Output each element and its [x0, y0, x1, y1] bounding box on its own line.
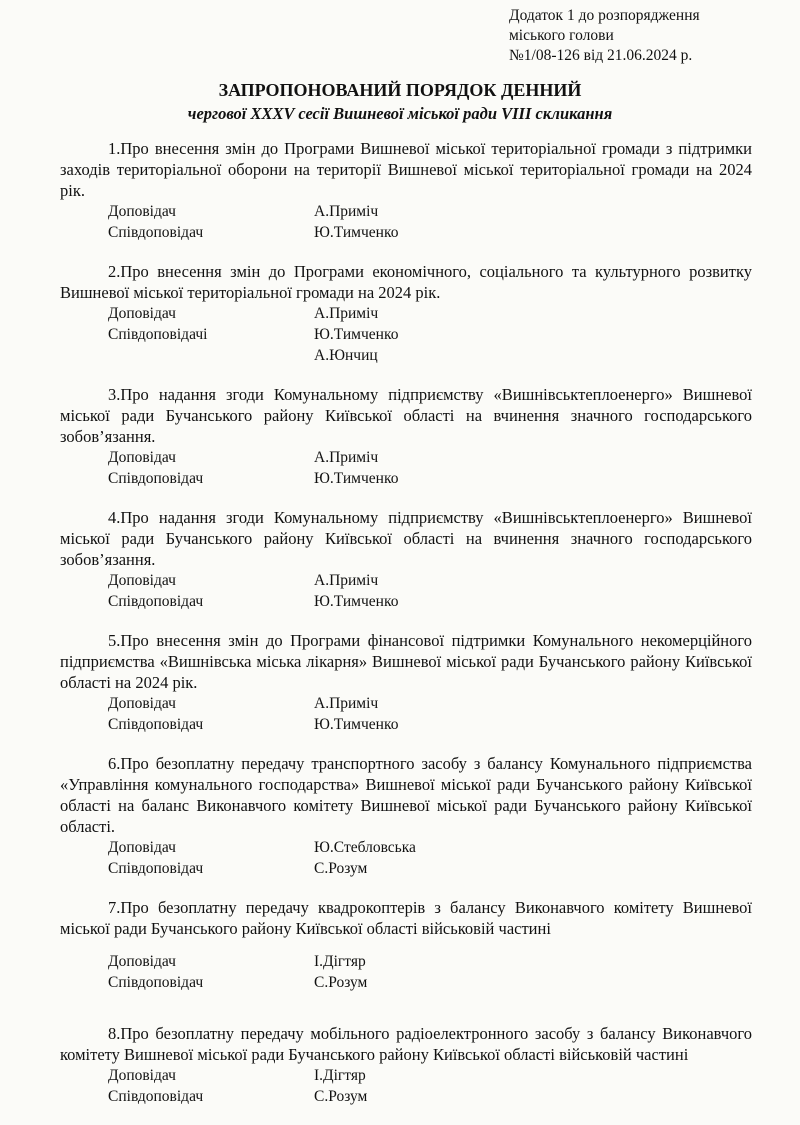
speaker-role: Доповідач [108, 203, 176, 220]
speaker-row [60, 303, 752, 324]
speaker-name: А.Юнчиц [314, 347, 378, 364]
speaker-role: Доповідач [108, 839, 176, 856]
speaker-role: Доповідач [108, 305, 176, 322]
speaker-role: Співдоповідач [108, 593, 204, 610]
agenda-item [60, 897, 752, 1005]
speaker-name: Ю.Стебловська [314, 839, 416, 856]
blank-gap [60, 993, 752, 1005]
speaker-role: Доповідач [108, 695, 176, 712]
speaker-role: Доповідач [108, 449, 176, 466]
agenda-item-text: 4.Про надання згоди Комунальному підприємству «Вишнівськтеплоенерго» Вишневої міської ради Бучанського району Київської області на вчинення значного господарського зобов’язання. [60, 508, 752, 569]
agenda-item [60, 507, 752, 612]
speaker-name: Ю.Тимченко [314, 326, 399, 343]
agenda-item-text: 5.Про внесення змін до Програми фінансової підтримки Комунального некомерційного підприємства «Вишнівська міська лікарня» Вишневої міської ради Бучанського району Київської області на 2024 рік. [60, 631, 752, 692]
speaker-role [60, 345, 314, 366]
speaker-row [60, 201, 752, 222]
speaker-row [60, 951, 752, 972]
speaker-name: А.Приміч [314, 203, 379, 220]
speaker-role: Співдоповідачі [108, 326, 208, 343]
agenda-item-text: 2.Про внесення змін до Програми економічного, соціального та культурного розвитку Вишневої міської територіальної громади на 2024 рік. [60, 262, 752, 302]
speaker-row [60, 1065, 752, 1086]
annex-line-1: Додаток 1 до розпорядження [509, 7, 700, 24]
blank-gap [60, 939, 752, 951]
speaker-name: Ю.Тимченко [314, 470, 399, 487]
speaker-row [60, 591, 752, 612]
annex-line-3: №1/08-126 від 21.06.2024 р. [509, 47, 693, 64]
speaker-row [60, 345, 752, 366]
speaker-role: Співдоповідач [108, 224, 204, 241]
speaker-role: Доповідач [108, 572, 176, 589]
annex-block [509, 6, 789, 66]
agenda-item [60, 261, 752, 366]
agenda-item-text: 1.Про внесення змін до Програми Вишневої міської територіальної громади з підтримки заходів територіальної оборони на території Вишневої міської територіальної громади на 2024 рік. [60, 139, 752, 200]
agenda-item [60, 384, 752, 489]
speaker-name: Ю.Тимченко [314, 593, 399, 610]
speaker-name: Ю.Тимченко [314, 716, 399, 733]
speaker-name: С.Розум [314, 1088, 368, 1105]
speaker-role: Доповідач [108, 1067, 176, 1084]
speaker-row [60, 714, 752, 735]
agenda-item [60, 138, 752, 243]
annex-line-2: міського голови [509, 27, 614, 44]
speaker-row [60, 468, 752, 489]
speaker-role: Співдоповідач [108, 1088, 204, 1105]
speaker-name: А.Приміч [314, 305, 379, 322]
agenda-item [60, 630, 752, 735]
speaker-row [60, 858, 752, 879]
agenda-item [60, 1023, 752, 1107]
agenda-item-text: 7.Про безоплатну передачу квадрокоптерів з балансу Виконавчого комітету Вишневої міської ради Бучанського району Київської області військовій частині [60, 898, 752, 938]
speaker-name: А.Приміч [314, 695, 379, 712]
speaker-role: Співдоповідач [108, 974, 204, 991]
speaker-name: І.Дігтяр [314, 953, 366, 970]
agenda-item-text: 8.Про безоплатну передачу мобільного радіоелектронного засобу з балансу Виконавчого комітету Вишневої міської ради Бучанського району Київської області військовій частині [60, 1024, 752, 1064]
speaker-row [60, 447, 752, 468]
document-title: ЗАПРОПОНОВАНИЙ ПОРЯДОК ДЕННИЙ [218, 80, 582, 100]
speaker-row [60, 1086, 752, 1107]
speaker-role: Співдоповідач [108, 860, 204, 877]
speaker-role: Співдоповідач [108, 716, 204, 733]
speaker-name: І.Дігтяр [314, 1067, 366, 1084]
document-subtitle: чергової XXXV сесії Вишневої міської ради VIII скликання [187, 104, 613, 123]
speaker-name: Ю.Тимченко [314, 224, 399, 241]
agenda-item-text: 6.Про безоплатну передачу транспортного засобу з балансу Комунального підприємства «Управління комунального господарства» Вишневої міської ради Бучанського району Київської області на баланс Виконавчого комітету Вишневої міської ради Бучанського району Київської області. [60, 754, 752, 836]
agenda-item [60, 753, 752, 879]
speaker-name: С.Розум [314, 860, 368, 877]
speaker-row [60, 570, 752, 591]
agenda-list [60, 138, 752, 1125]
speaker-row [60, 324, 752, 345]
speaker-row [60, 693, 752, 714]
agenda-item-text: 3.Про надання згоди Комунальному підприємству «Вишнівськтеплоенерго» Вишневої міської ради Бучанського району Київської області на вчинення значного господарського зобов’язання. [60, 385, 752, 446]
speaker-role: Доповідач [108, 953, 176, 970]
speaker-row [60, 222, 752, 243]
speaker-row [60, 837, 752, 858]
speaker-row [60, 972, 752, 993]
speaker-role: Співдоповідач [108, 470, 204, 487]
speaker-name: С.Розум [314, 974, 368, 991]
speaker-name: А.Приміч [314, 572, 379, 589]
speaker-name: А.Приміч [314, 449, 379, 466]
